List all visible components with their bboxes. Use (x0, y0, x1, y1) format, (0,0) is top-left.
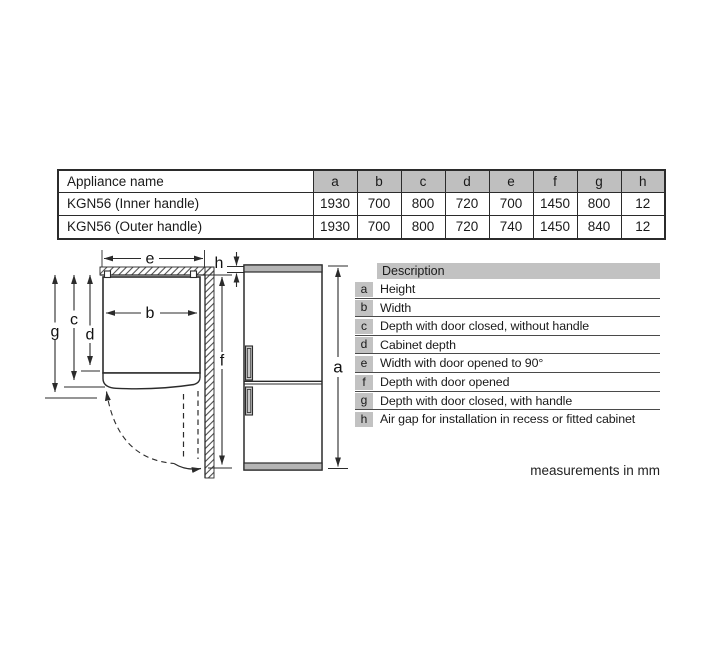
description-table (355, 263, 660, 429)
value-cell: 1930 (313, 193, 357, 216)
col-header-e: e (489, 170, 533, 193)
description-row-e (355, 354, 660, 373)
description-header-label: Description (377, 263, 660, 279)
col-header-g: g (577, 170, 621, 193)
cabinet-top-view (103, 277, 200, 373)
value-cell: 1450 (533, 216, 577, 240)
col-header-c: c (401, 170, 445, 193)
fridge-top-cap (244, 265, 322, 272)
description-row-b (355, 299, 660, 318)
description-row-h (355, 410, 660, 429)
value-cell: 700 (357, 216, 401, 240)
fridge-body (244, 265, 322, 470)
appliance-name-header: Appliance name (58, 170, 313, 193)
dim-label-c: c (70, 311, 78, 329)
dim-label-e: e (145, 250, 155, 268)
door-closed (103, 373, 200, 389)
hinge-right (191, 271, 197, 278)
appliance-name-cell: KGN56 (Inner handle) (58, 193, 313, 216)
description-text: Depth with door closed, with handle (380, 393, 573, 408)
key-badge: h (355, 412, 373, 428)
key-badge: g (355, 393, 373, 409)
dim-label-d: d (85, 326, 95, 344)
col-header-f: f (533, 170, 577, 193)
description-text: Depth with door closed, without handle (380, 319, 590, 334)
key-badge: a (355, 282, 373, 298)
measurements-note: measurements in mm (530, 463, 660, 478)
dim-label-h: h (214, 255, 224, 272)
value-cell: 800 (577, 193, 621, 216)
value-cell: 800 (401, 216, 445, 240)
col-header-h: h (621, 170, 665, 193)
dim-label-b: b (145, 305, 155, 322)
description-text: Height (380, 282, 416, 296)
dimension-c (64, 275, 105, 387)
description-text: Depth with door opened (380, 375, 510, 390)
key-badge: c (355, 319, 373, 335)
dimension-d (81, 275, 100, 371)
fridge-plinth (244, 463, 322, 470)
value-cell: 800 (401, 193, 445, 216)
installation-diagram (0, 0, 360, 500)
key-badge: b (355, 300, 373, 316)
top-view (45, 250, 247, 478)
front-view (244, 265, 348, 470)
upper-door-handle (246, 346, 253, 380)
description-row-d (355, 336, 660, 355)
description-row-f (355, 373, 660, 392)
value-cell: 720 (445, 216, 489, 240)
dim-label-f: f (219, 352, 225, 370)
description-text: Width (380, 300, 412, 315)
description-text: Cabinet depth (380, 337, 456, 352)
description-header (355, 263, 660, 280)
key-badge: e (355, 356, 373, 372)
description-row-g (355, 392, 660, 411)
value-cell: 12 (621, 193, 665, 216)
col-header-b: b (357, 170, 401, 193)
door-open-bottom (174, 464, 201, 470)
dim-label-g: g (50, 323, 60, 341)
key-badge: f (355, 375, 373, 391)
description-row-c (355, 317, 660, 336)
wall-side (205, 267, 214, 478)
lower-door-handle (246, 387, 253, 415)
dim-label-a: a (333, 357, 343, 377)
value-cell: 1450 (533, 193, 577, 216)
value-cell: 700 (489, 193, 533, 216)
hinge-left (105, 271, 111, 278)
value-cell: 12 (621, 216, 665, 240)
description-text: Air gap for installation in recess or fitted cabinet (380, 412, 636, 427)
key-badge: d (355, 337, 373, 353)
col-header-d: d (445, 170, 489, 193)
appliance-name-cell: KGN56 (Outer handle) (58, 216, 313, 240)
value-cell: 1930 (313, 216, 357, 240)
value-cell: 840 (577, 216, 621, 240)
value-cell: 720 (445, 193, 489, 216)
door-swing-arc (107, 392, 175, 464)
value-cell: 700 (357, 193, 401, 216)
col-header-a: a (313, 170, 357, 193)
description-text: Width with door opened to 90° (380, 356, 544, 371)
description-row-a (355, 280, 660, 299)
value-cell: 740 (489, 216, 533, 240)
